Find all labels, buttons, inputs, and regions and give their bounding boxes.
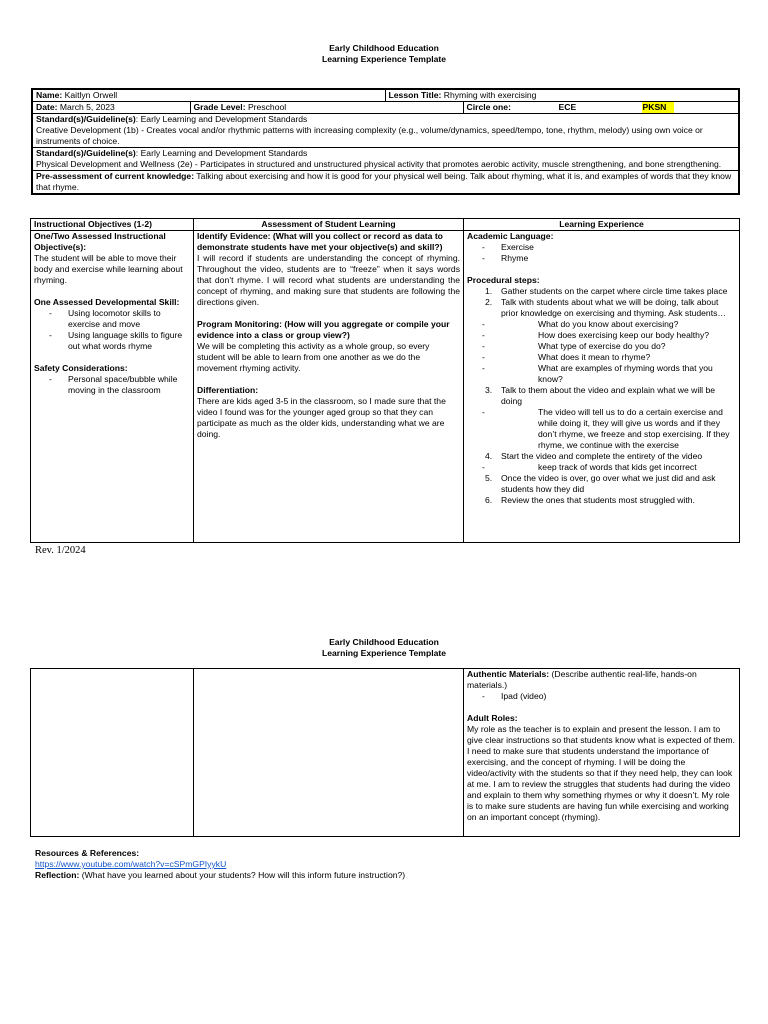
resources-link[interactable]: https://www.youtube.com/watch?v=cSPmGPIyykU: [35, 859, 227, 869]
standard-2-row: [32, 148, 739, 171]
circle-cell: Circle one: ECE PKSN: [463, 102, 739, 114]
template-title: Early Childhood Education: [329, 43, 439, 53]
list-item: - What does it mean to rhyme?: [467, 352, 736, 363]
standard-1-text: Creative Development (1b) - Creates vocal and/or rhythmic patterns with increasing complexity (e.g., volume/dynamics, speed/tempo, tone, rhythm, melody) using own voice or instruments of choice.: [36, 125, 703, 146]
differentiation-heading: Differentiation:: [197, 385, 259, 395]
teacher-name: Kaitlyn Orwell: [62, 90, 118, 100]
question-list: [467, 319, 736, 385]
step-item: 4. Start the video and complete the entirety of the video - keep track of words that kids get incorrect: [467, 451, 736, 473]
list-item: - What are examples of rhyming words that you know?: [467, 363, 736, 385]
grade-level: Preschool: [245, 102, 287, 112]
date-row: [32, 102, 739, 114]
col-assessment-header: Assessment of Student Learning: [194, 219, 464, 231]
standard-2-text: Physical Development and Wellness (2e) - Participates in structured and unstructured physical activity that promotes aerobic activity, muscle strengthening, and bone strengthening.: [36, 159, 722, 169]
name-row: [32, 89, 739, 102]
pre-assessment-row: [32, 171, 739, 195]
col-experience-header: Learning Experience: [464, 219, 740, 231]
materials-heading: Authentic Materials:: [467, 669, 550, 679]
lesson-title-cell: Lesson Title: Rhyming with exercising: [385, 89, 739, 102]
list-item: - Personal space/bubble while moving in the classroom: [34, 374, 190, 396]
assessment-cell: [194, 231, 464, 543]
col-objectives-header: Instructional Objectives (1-2): [31, 219, 194, 231]
grade-cell: Grade Level: Preschool: [190, 102, 463, 114]
evidence-text: I will record if students are understanding the concept of rhyming. Throughout the video, students are to “freeze” when it says words that don’t rhyme. I will record what students are understanding the concept of rhyming, and making sure that students are following the directions given.: [197, 253, 460, 307]
experience-cell-continued: [464, 669, 740, 837]
procedural-steps-list: [467, 286, 736, 506]
lesson-date: March 5, 2023: [57, 102, 115, 112]
name-cell: Name: Kaitlyn Orwell: [32, 89, 385, 102]
step-item: 3. Talk to them about the video and explain what we will be doing - The video will tell us to do a certain exercise and while doing it, they will give us words and if they don’t rhyme, we freeze and stop exercising. If they rhyme, we continue with the exercise: [467, 385, 736, 451]
list-item: - Rhyme: [467, 253, 736, 264]
objectives-cell: [31, 231, 194, 543]
list-item: - keep track of words that kids get incorrect: [467, 462, 736, 473]
monitoring-heading: Program Monitoring: (How will you aggregate or compile your evidence into a class or group view?): [197, 319, 450, 340]
objectives-heading: One/Two Assessed Instructional Objective(s):: [34, 231, 166, 252]
reflection-heading: Reflection:: [35, 870, 80, 880]
developmental-skill-heading: One Assessed Developmental Skill:: [34, 297, 180, 307]
developmental-skill-list: [34, 308, 190, 352]
track-note-list: [467, 462, 736, 473]
template-subtitle: Learning Experience Template: [321, 54, 446, 64]
step-item: 2. Talk with students about what we will be doing, talk about prior knowledge on exercising and thyming. Ask students… - What do you know about exercising? - How does exercising keep our body healthy? - What type of exercise do you do? - What does it mean to rhyme? - What are examples of rhyming words that you know?: [467, 297, 736, 385]
standard-2-cell: Standard(s)/Guideline(s): Early Learning and Development Standards Physical Development and Wellness (2e) - Participates in structured and unstructured physical activity that promotes aerobic activity, muscle strengthening, and bone strengthening.: [32, 148, 739, 171]
list-item: - What do you know about exercising?: [467, 319, 736, 330]
materials-list: [467, 691, 736, 702]
list-item: - How does exercising keep our body healthy?: [467, 330, 736, 341]
adult-roles-heading: Adult Roles:: [467, 713, 518, 723]
academic-language-heading: Academic Language:: [467, 231, 554, 241]
safety-heading: Safety Considerations:: [34, 363, 128, 373]
content-row-continued: [31, 669, 740, 837]
column-header-row: [31, 219, 740, 231]
list-item: - The video will tell us to do a certain exercise and while doing it, they will give us words and if they don’t rhyme, we freeze and stop exercising. If they rhyme, we continue with the exercise: [467, 407, 736, 451]
materials-block: [467, 669, 736, 691]
monitoring-text: We will be completing this activity as a whole group, so every student will be able to learn from one another as we do the movement rhyming activity.: [197, 341, 430, 373]
lesson-title: Rhyming with exercising: [441, 90, 537, 100]
revision-note: Rev. 1/2024: [35, 545, 86, 556]
objectives-text: The student will be able to move their body and exercise while learning about rhyming.: [34, 253, 183, 285]
circle-option-ece: ECE: [558, 102, 577, 112]
lesson-plan-table: [30, 218, 740, 543]
safety-list: [34, 374, 190, 396]
adult-roles-text: My role as the teacher is to explain and present the lesson. I am to give clear instructions so that students know what is expected of them. I need to make sure that students understand the importance of exercising, and the concept of rhyming. I will be doing the video/activity with the students so that if they need help, they can look at me. I am to review the struggles that students had during the video and explain to them why something rhymes or why it doesn’t. My role is to make sure students are having fun while exercising and working on an important concept (rhyming).: [467, 724, 735, 822]
template-title-page-2: Early Childhood Education: [329, 637, 439, 647]
video-note-list: [467, 407, 736, 451]
template-subtitle-page-2: Learning Experience Template: [321, 648, 446, 658]
content-row: [31, 231, 740, 543]
step-item: 5. Once the video is over, go over what we just did and ask students how they did: [485, 473, 716, 494]
list-item: - What type of exercise do you do?: [467, 341, 736, 352]
reflection-line: [35, 870, 405, 881]
list-item: - Ipad (video): [467, 691, 736, 702]
lesson-info-table: [31, 88, 740, 195]
differentiation-text: There are kids aged 3-5 in the classroom, so I made sure that the video I found was for the younger aged group so that they can participate as much as the older kids, understanding what we are doing.: [197, 396, 446, 439]
reflection-prompt: (What have you learned about your students? How will this inform future instruction?): [79, 870, 406, 880]
standard-1-cell: Standard(s)/Guideline(s): Early Learning and Development Standards Creative Development (1b) - Creates vocal and/or rhythmic patterns with increasing complexity (e.g., volume/dynamics, speed/tempo, tone, rhythm, melody) using own voice or instruments of choice.: [32, 114, 739, 148]
list-item: - Using language skills to figure out what words rhyme: [34, 330, 190, 352]
academic-language-list: [467, 242, 736, 264]
pre-assessment-text: Talking about exercising and how it is good for your physical well being. Talk about rhyming, what it is, and examples of words that they know that rhyme.: [36, 171, 732, 192]
step-item: 1. Gather students on the carpet where circle time takes place: [485, 286, 728, 296]
experience-cell: [464, 231, 740, 543]
procedural-steps-heading: Procedural steps:: [467, 275, 540, 285]
circle-option-pksn: PKSN: [642, 102, 675, 113]
list-item: - Exercise: [467, 242, 736, 253]
evidence-heading: Identify Evidence: (What will you collect or record as data to demonstrate students have met your objective(s) and skill?): [197, 231, 443, 252]
list-item: - Using locomotor skills to exercise and move: [34, 308, 190, 330]
pre-assessment-cell: Pre-assessment of current knowledge: Talking about exercising and how it is good for your physical well being. Talk about rhyming, what it is, and examples of words that they know that rhyme.: [32, 171, 739, 195]
date-cell: Date: March 5, 2023: [32, 102, 190, 114]
lesson-plan-table-continued: [30, 668, 740, 837]
resources-heading: Resources & References:: [35, 848, 140, 858]
step-item: 6. Review the ones that students most struggled with.: [485, 495, 695, 505]
standard-1-row: [32, 114, 739, 148]
materials-description: (Describe authentic real-life, hands-on materials.): [467, 669, 697, 690]
assessment-cell-empty: [194, 669, 464, 837]
objectives-cell-empty: [31, 669, 194, 837]
